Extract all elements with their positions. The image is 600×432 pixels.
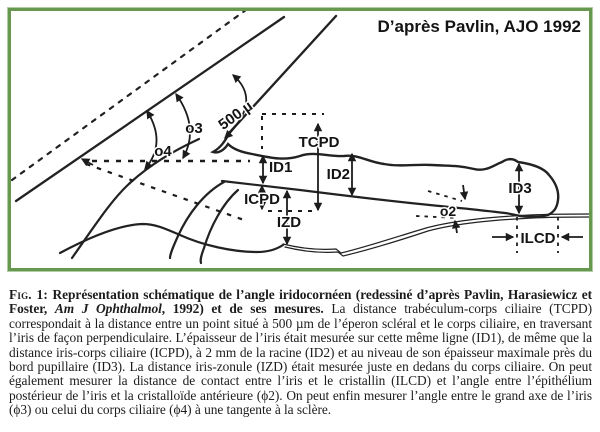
label-izd: IZD — [276, 214, 302, 231]
label-id1: ID1 — [269, 159, 293, 176]
iridocorneal-angle-diagram — [11, 11, 589, 268]
attribution-text: D’après Pavlin, AJO 1992 — [377, 17, 581, 36]
sclera-tangent-dotted-line — [12, 11, 250, 180]
phi2-arrow-lower — [455, 221, 457, 233]
caption-journal-name: Am J Ophthalmol — [54, 301, 162, 317]
label-phi4: o4 — [154, 143, 172, 160]
label-tcpd: TCPD — [298, 134, 340, 151]
ciliary-axis-dashed-line — [86, 164, 244, 220]
figure-caption — [9, 288, 592, 418]
scleral-spur-line — [72, 139, 199, 258]
caption-fig-number: Fig. 1: — [9, 287, 49, 302]
label-phi3: o3 — [185, 120, 203, 137]
ciliary-body-edge-2 — [201, 190, 238, 263]
label-phi2: o2 — [439, 203, 457, 219]
caption-bold-title: Représentation schématique de l’angle iridocornéen (redessiné d’après Pavlin, Harasiewicz et Foster, Am J Ophthalmol, 1992) et de ses mesures. — [9, 287, 592, 317]
figure-panel — [8, 8, 592, 271]
phi2-arrow-upper — [463, 185, 465, 199]
label-ilcd: ILCD — [520, 230, 556, 247]
label-icpd: ICPD — [244, 191, 280, 208]
diagram-labels — [154, 17, 581, 247]
phi2-iris-dashed — [428, 191, 462, 201]
label-500u: 500 µ — [215, 97, 257, 134]
caption-body-text: La distance trabéculum-corps ciliaire (TCPD) correspondait à la distance entre un point situé à 500 µm de l’éperon scléral et le corps ciliaire, en traversant l’iris de façon perpendiculaire. L’épaisseur de l’iris était mesurée sur cette même ligne (ID1), de même que la distance iris-corps ciliaire (ICPD), à 2 mm de la racine (ID2) et au niveau de son épaisseur maximale près du bord pupillaire (ID3). La distance iris-zonule (IZD) était mesurée juste en dedans du corps ciliaire. On peut également mesurer la distance de contact entre l’iris et le cristallin (ILCD) et l’angle entre l’épithélium postérieur de l’iris et la cristalloïde antérieure (ϕ2). On peut enfin mesurer l’angle entre le grand axe de l’iris (ϕ3) ou celui du corps ciliaire (ϕ4) à une tangente à la sclère. — [9, 301, 593, 418]
label-id2: ID2 — [326, 166, 350, 183]
label-id3: ID3 — [508, 180, 532, 197]
